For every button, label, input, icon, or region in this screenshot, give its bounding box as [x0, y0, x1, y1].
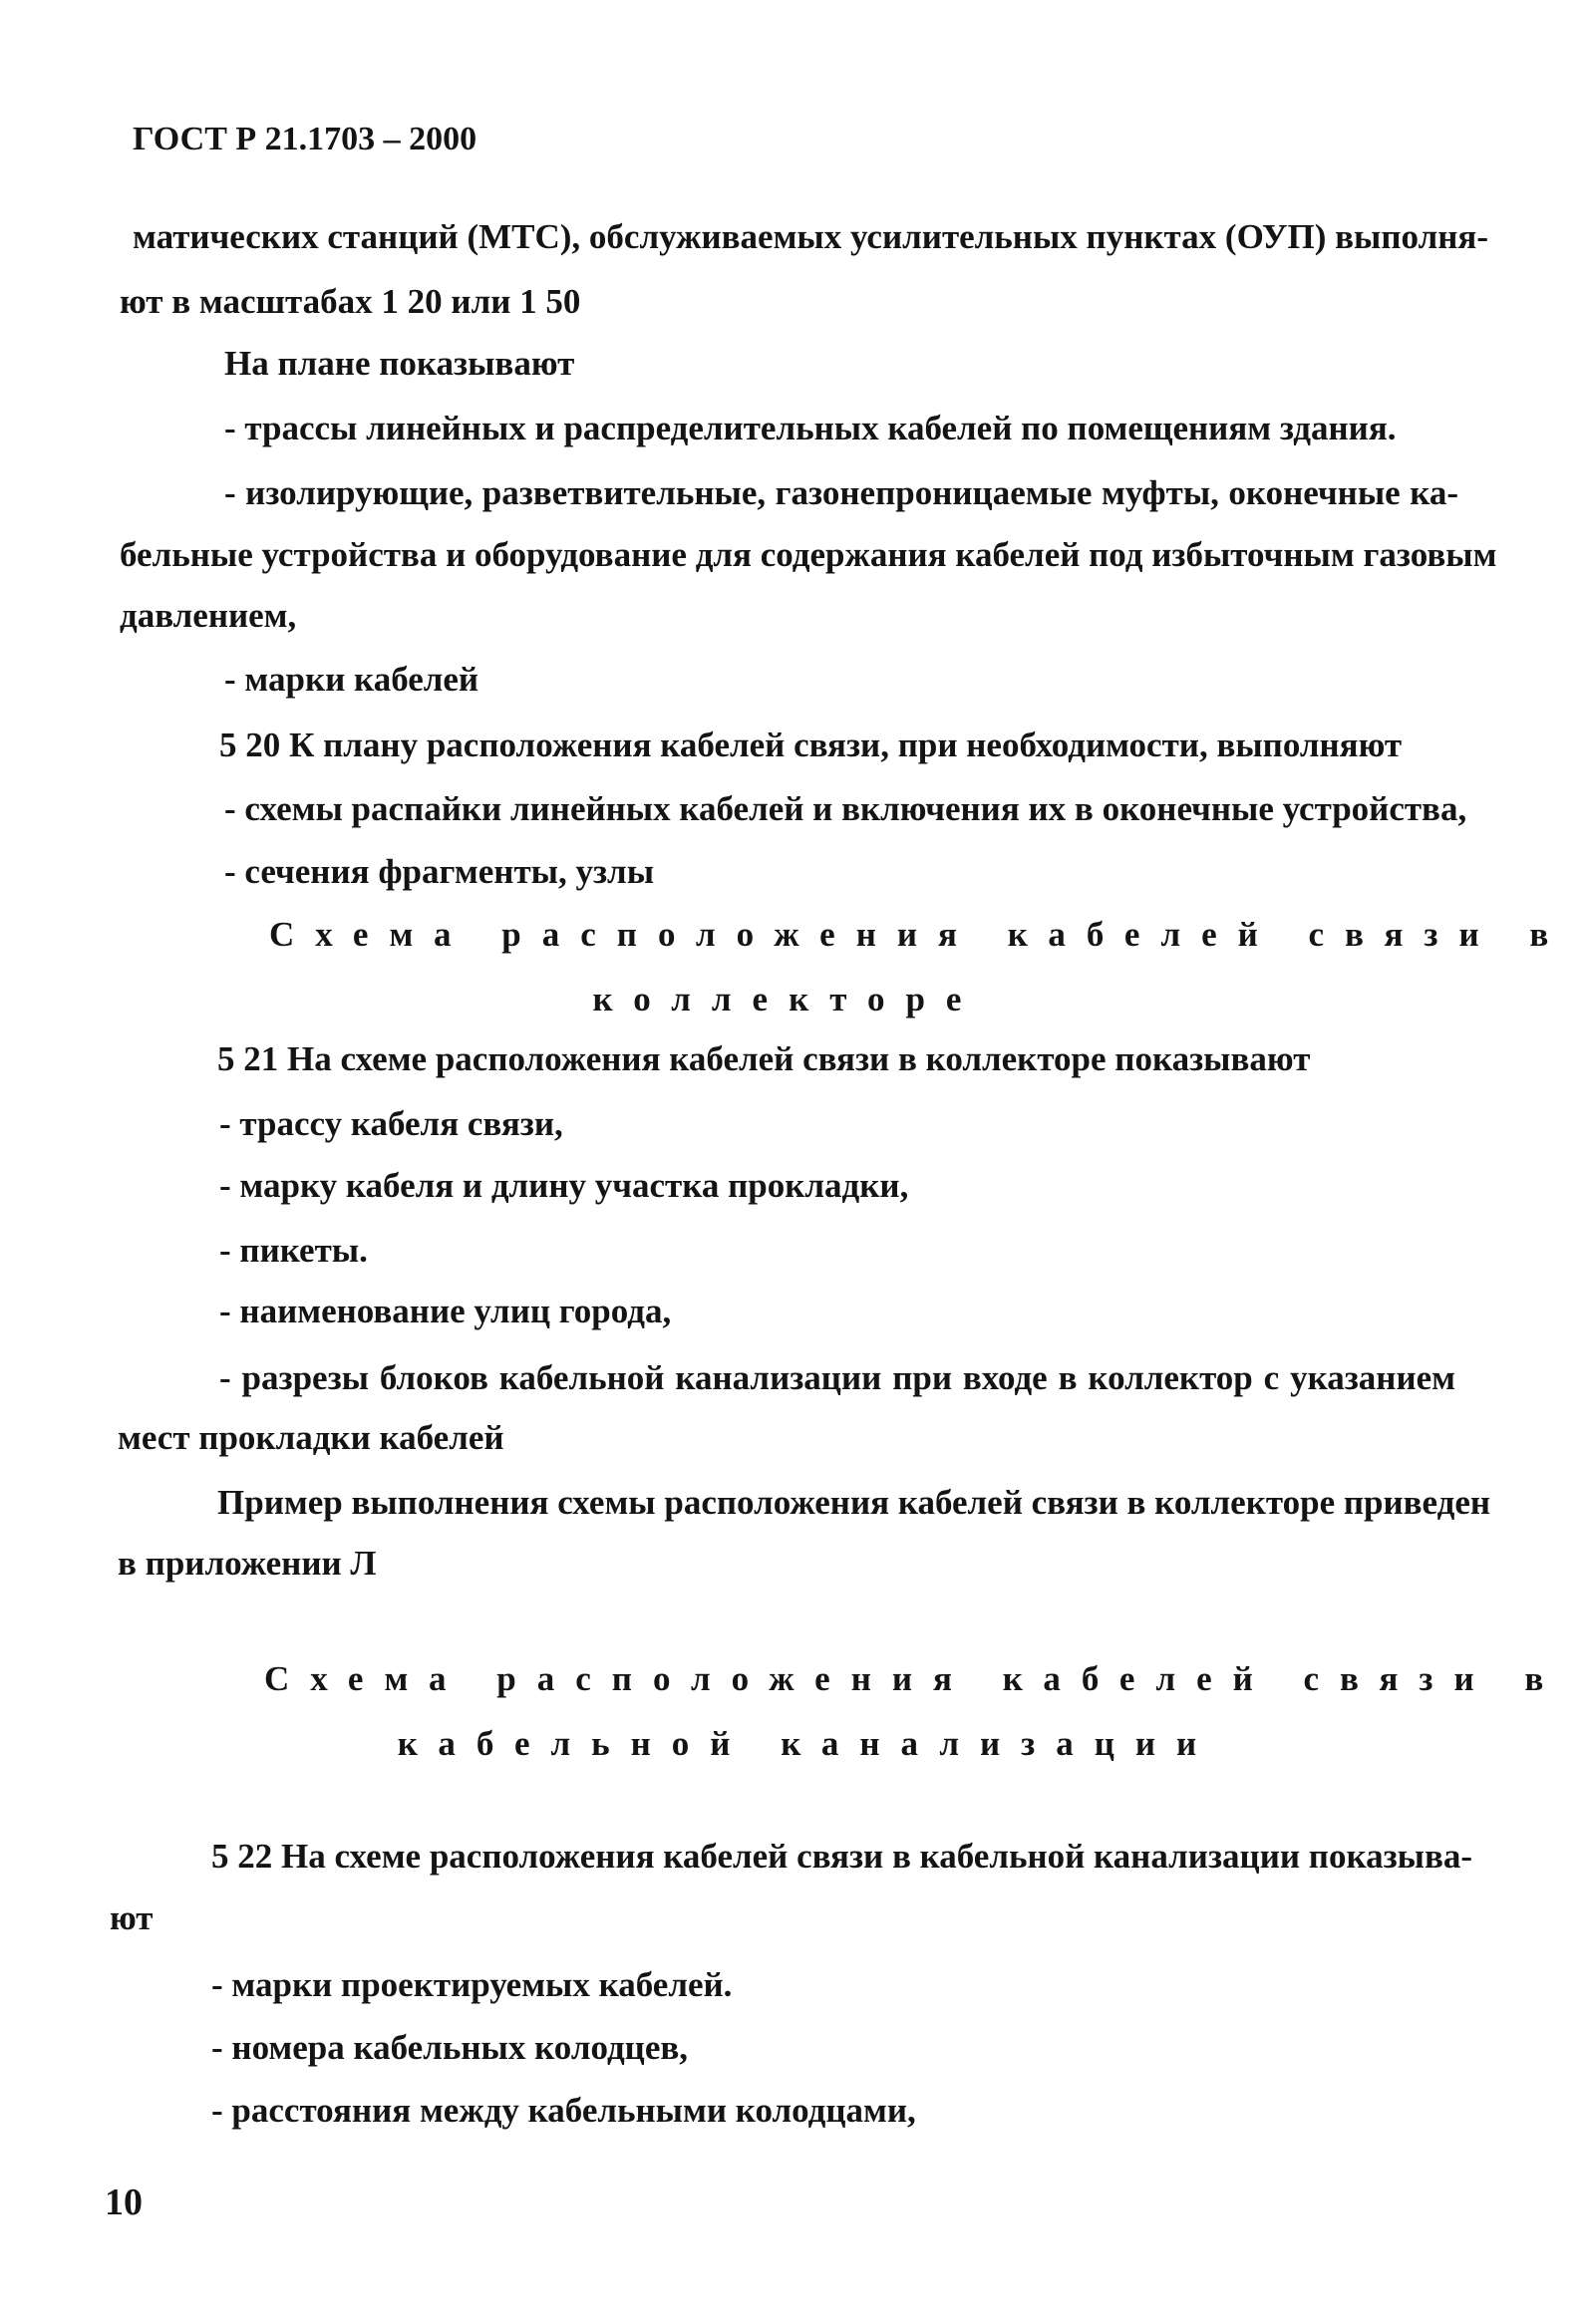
list-item: - трассу кабеля связи,: [219, 1104, 563, 1143]
text-line: Пример выполнения схемы расположения кабелей связи в коллекторе приведен: [217, 1483, 1491, 1522]
document-header: ГОСТ Р 21.1703 – 2000: [133, 121, 477, 157]
text-line: в приложении Л: [118, 1544, 377, 1583]
list-item: - сечения фрагменты, узлы: [224, 852, 655, 891]
page-number: 10: [105, 2181, 143, 2223]
list-item: - схемы распайки линейных кабелей и включения их в оконечные устройства,: [224, 789, 1467, 828]
section-heading: Схема расположения кабелей связи в: [264, 1659, 1565, 1698]
list-item: - разрезы блоков кабельной канализации при входе в коллектор с указанием: [219, 1358, 1455, 1397]
text-line: давлением,: [120, 596, 297, 635]
list-item: - номера кабельных колодцев,: [211, 2028, 689, 2067]
text-line: мест прокладки кабелей: [118, 1418, 504, 1457]
list-item: - пикеты.: [219, 1231, 368, 1270]
section-heading: коллекторе: [592, 980, 983, 1018]
list-item: - марки кабелей: [224, 660, 479, 699]
text-line: бельные устройства и оборудование для содержания кабелей под избыточным газовым: [120, 535, 1497, 574]
text-line: ют: [110, 1898, 154, 1937]
list-item: - расстояния между кабельными колодцами,: [211, 2091, 916, 2130]
list-item: - наименование улиц города,: [219, 1292, 672, 1330]
text-line: 5 21 На схеме расположения кабелей связи в коллекторе показывают: [217, 1039, 1311, 1078]
list-item: - марки проектируемых кабелей.: [211, 1965, 733, 2004]
section-heading: Схема расположения кабелей связи в: [269, 915, 1570, 954]
list-item: - изолирующие, разветвительные, газонепроницаемые муфты, оконечные ка-: [224, 473, 1458, 512]
text-line: ют в масштабах 1 20 или 1 50: [120, 282, 581, 321]
text-line: матических станций (МТС), обслуживаемых усилительных пунктах (ОУП) выполня-: [133, 217, 1488, 256]
text-line: 5 20 К плану расположения кабелей связи, при необходимости, выполняют: [219, 726, 1403, 764]
text-line: 5 22 На схеме расположения кабелей связи в кабельной канализации показыва-: [211, 1837, 1473, 1876]
list-item: - трассы линейных и распределительных кабелей по помещениям здания.: [224, 409, 1397, 447]
section-heading: кабельной канализации: [397, 1724, 1218, 1763]
list-item: - марку кабеля и длину участка прокладки,: [219, 1166, 909, 1205]
text-line: На плане показывают: [224, 344, 575, 383]
